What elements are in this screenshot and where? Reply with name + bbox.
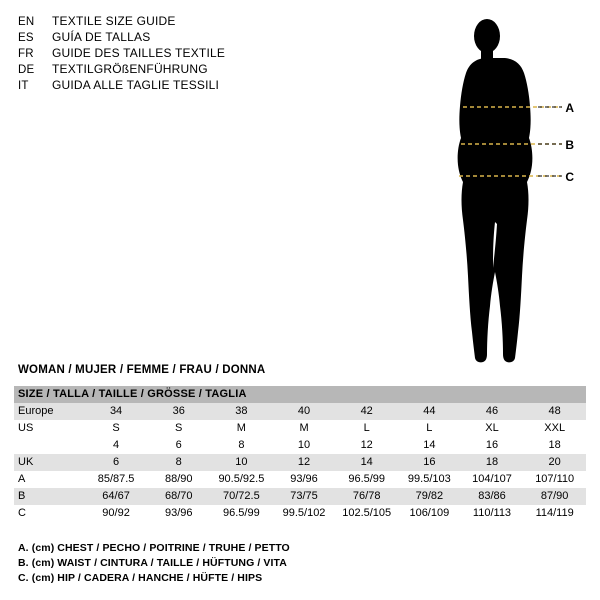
language-text: TEXTILE SIZE GUIDE [52, 14, 176, 28]
language-code: ES [18, 32, 34, 44]
table-cell: 93/96 [147, 505, 210, 522]
measure-label-group [554, 10, 584, 370]
table-header-row [14, 386, 586, 403]
table-cell: 102.5/105 [335, 505, 398, 522]
table-cell: XL [461, 420, 524, 437]
table-cell: 38 [210, 403, 273, 420]
table-cell: 8 [210, 437, 273, 454]
language-text: GUIDE DES TAILLES TEXTILE [52, 46, 226, 60]
table-cell: 20 [523, 454, 586, 471]
table-cell: M [210, 420, 273, 437]
table-cell: 16 [461, 437, 524, 454]
table-cell: L [398, 420, 461, 437]
language-row-fr [18, 46, 225, 60]
language-text: TEXTILGRÖßENFÜHRUNG [52, 62, 208, 76]
table-cell: S [147, 420, 210, 437]
table-row [14, 471, 586, 488]
language-code: IT [18, 80, 29, 92]
legend-line-b: B. (cm) WAIST / CINTURA / TAILLE / HÜFTUNG / VITA [18, 557, 287, 569]
table-row [14, 420, 586, 437]
table-cell: 16 [398, 454, 461, 471]
table-cell: 85/87.5 [85, 471, 148, 488]
table-row [14, 454, 586, 471]
row-label: UK [14, 454, 85, 471]
table-cell: 44 [398, 403, 461, 420]
table-cell: 12 [273, 454, 336, 471]
table-cell: 6 [147, 437, 210, 454]
row-label: B [14, 488, 85, 505]
row-label: A [14, 471, 85, 488]
table-cell: M [273, 420, 336, 437]
measure-label-a: A [565, 101, 574, 115]
table-cell: 64/67 [85, 488, 148, 505]
table-cell: 73/75 [273, 488, 336, 505]
table-cell: 40 [273, 403, 336, 420]
table-row [14, 488, 586, 505]
table-cell: 68/70 [147, 488, 210, 505]
table-cell: 42 [335, 403, 398, 420]
table-cell: 10 [210, 454, 273, 471]
legend [18, 542, 290, 584]
measure-label-b: B [565, 138, 574, 152]
table-header-label: SIZE / TALLA / TAILLE / GRÖSSE / TAGLIA [14, 386, 586, 403]
table-cell: 36 [147, 403, 210, 420]
table-cell: 6 [85, 454, 148, 471]
language-row-es [18, 30, 225, 44]
table-row [14, 437, 586, 454]
table-cell: 106/109 [398, 505, 461, 522]
table-cell: 93/96 [273, 471, 336, 488]
table-cell: 79/82 [398, 488, 461, 505]
table-cell: 48 [523, 403, 586, 420]
table-cell: 18 [523, 437, 586, 454]
table-row [14, 505, 586, 522]
table-cell: 46 [461, 403, 524, 420]
table-row [14, 403, 586, 420]
table-cell: 104/107 [461, 471, 524, 488]
row-label: Europe [14, 403, 85, 420]
language-row-en [18, 14, 225, 28]
language-text: GUIDA ALLE TAGLIE TESSILI [52, 78, 220, 92]
language-code: DE [18, 64, 35, 76]
female-silhouette-figure [430, 10, 600, 370]
table-cell: L [335, 420, 398, 437]
section-title: WOMAN / MUJER / FEMME / FRAU / DONNA [18, 364, 266, 376]
table-cell: 87/90 [523, 488, 586, 505]
table-cell: 83/86 [461, 488, 524, 505]
table-cell: 90/92 [85, 505, 148, 522]
table-cell: 34 [85, 403, 148, 420]
language-code: EN [18, 16, 35, 28]
legend-line-a: A. (cm) CHEST / PECHO / POITRINE / TRUHE / PETTO [18, 542, 290, 554]
language-list [18, 14, 225, 92]
language-code: FR [18, 48, 34, 60]
table-cell: 18 [461, 454, 524, 471]
language-row-de [18, 62, 225, 76]
table-cell: 90.5/92.5 [210, 471, 273, 488]
table-cell: 76/78 [335, 488, 398, 505]
language-row-it [18, 78, 225, 92]
table-cell: 10 [273, 437, 336, 454]
language-text: GUÍA DE TALLAS [52, 30, 151, 44]
table-cell: 14 [335, 454, 398, 471]
table-cell: 96.5/99 [210, 505, 273, 522]
legend-line-c: C. (cm) HIP / CADERA / HANCHE / HÜFTE / HIPS [18, 572, 263, 584]
measure-label-c: C [565, 170, 574, 184]
table-cell: 99.5/102 [273, 505, 336, 522]
size-table [14, 386, 586, 522]
table-cell: 99.5/103 [398, 471, 461, 488]
table-cell: 88/90 [147, 471, 210, 488]
table-cell: 96.5/99 [335, 471, 398, 488]
table-cell: 4 [85, 437, 148, 454]
table-cell: 14 [398, 437, 461, 454]
table-cell: XXL [523, 420, 586, 437]
table-cell: 70/72.5 [210, 488, 273, 505]
table-cell: 8 [147, 454, 210, 471]
table-cell: 107/110 [523, 471, 586, 488]
table-cell: 114/119 [523, 505, 586, 522]
row-label: US [14, 420, 85, 437]
table-cell: S [85, 420, 148, 437]
row-label: C [14, 505, 85, 522]
table-cell: 12 [335, 437, 398, 454]
table-cell: 110/113 [461, 505, 524, 522]
row-label [14, 437, 85, 454]
